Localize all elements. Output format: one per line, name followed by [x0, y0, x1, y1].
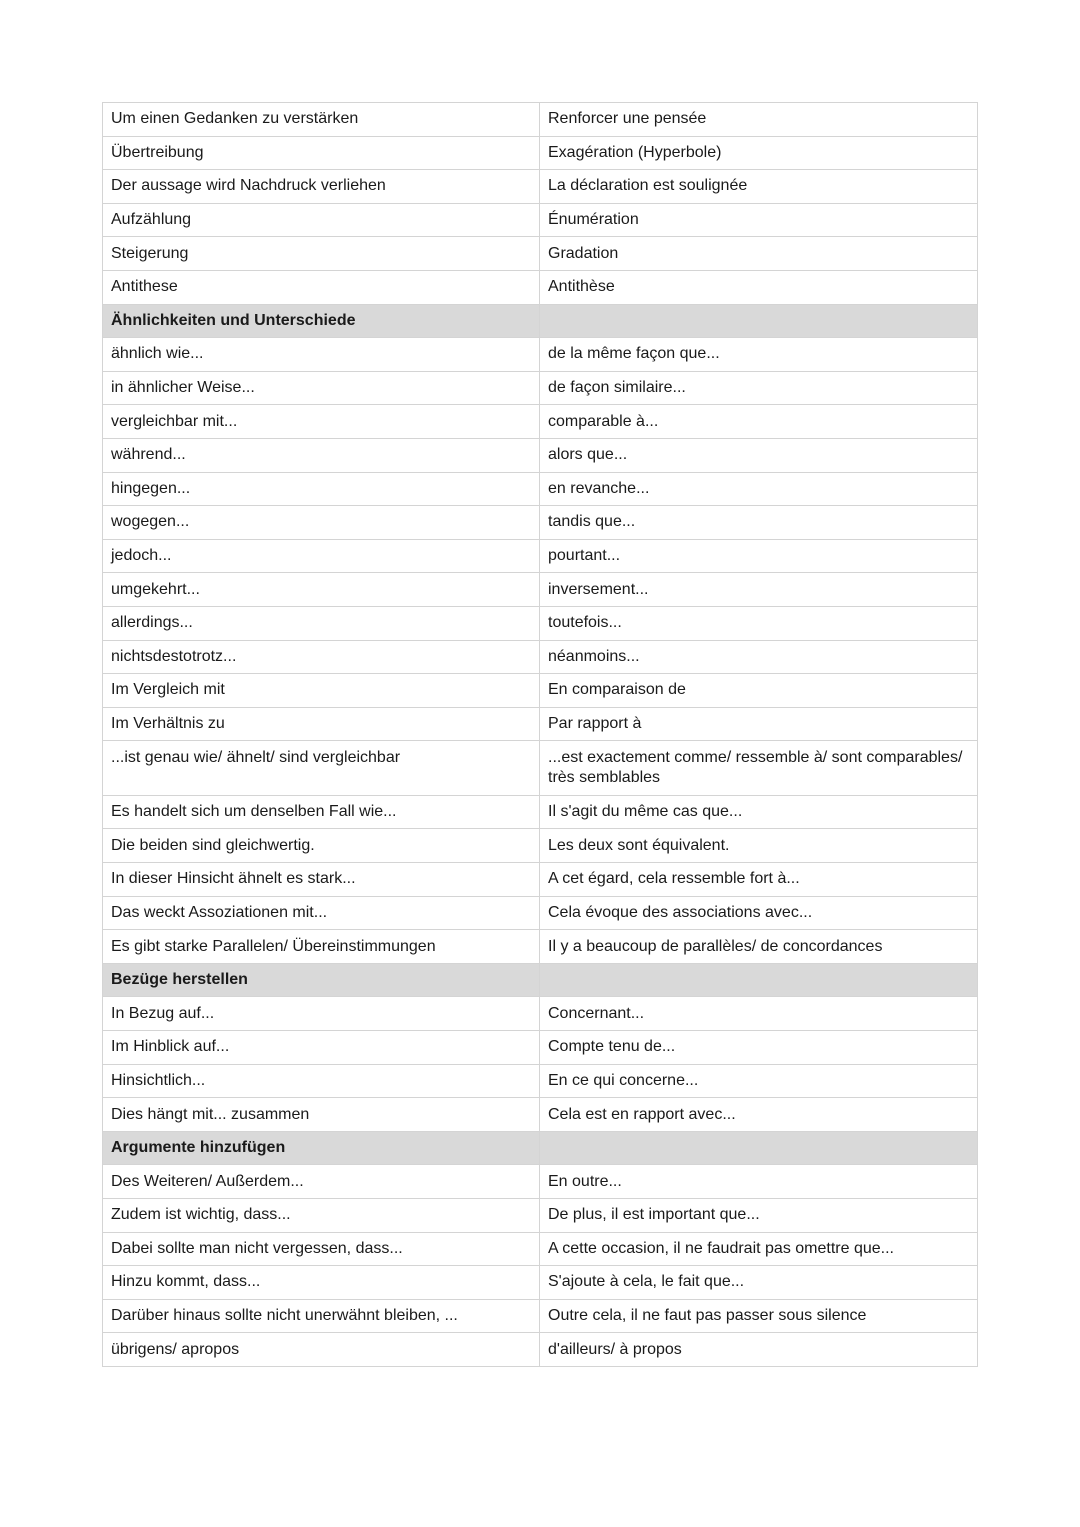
french-phrase: En ce qui concerne... — [540, 1064, 978, 1098]
table-row — [103, 1299, 978, 1333]
french-phrase: Exagération (Hyperbole) — [540, 136, 978, 170]
german-phrase: Es gibt starke Parallelen/ Übereinstimmungen — [103, 930, 540, 964]
german-phrase: Im Vergleich mit — [103, 674, 540, 708]
french-phrase: comparable à... — [540, 405, 978, 439]
german-phrase: wogegen... — [103, 506, 540, 540]
french-phrase: de façon similaire... — [540, 371, 978, 405]
table-row — [103, 997, 978, 1031]
french-phrase: En comparaison de — [540, 674, 978, 708]
french-phrase: de la même façon que... — [540, 338, 978, 372]
table-row — [103, 1031, 978, 1065]
table-row — [103, 136, 978, 170]
vocabulary-table-body — [103, 103, 978, 1367]
german-phrase: nichtsdestotrotz... — [103, 640, 540, 674]
german-phrase: Hinzu kommt, dass... — [103, 1266, 540, 1300]
german-phrase: Dies hängt mit... zusammen — [103, 1098, 540, 1132]
french-phrase: Antithèse — [540, 270, 978, 304]
german-phrase: Der aussage wird Nachdruck verliehen — [103, 170, 540, 204]
french-phrase: Il s'agit du même cas que... — [540, 795, 978, 829]
table-row — [103, 863, 978, 897]
table-row — [103, 103, 978, 137]
table-row — [103, 170, 978, 204]
german-phrase: In dieser Hinsicht ähnelt es stark... — [103, 863, 540, 897]
french-phrase: Par rapport à — [540, 707, 978, 741]
section-title-empty — [540, 963, 978, 997]
german-phrase: Darüber hinaus sollte nicht unerwähnt bleiben, ... — [103, 1299, 540, 1333]
table-row — [103, 472, 978, 506]
german-phrase: vergleichbar mit... — [103, 405, 540, 439]
table-row — [103, 573, 978, 607]
french-phrase: tandis que... — [540, 506, 978, 540]
section-title: Argumente hinzufügen — [103, 1131, 540, 1165]
french-phrase: S'ajoute à cela, le fait que... — [540, 1266, 978, 1300]
french-phrase: néanmoins... — [540, 640, 978, 674]
section-header-row — [103, 304, 978, 338]
french-phrase: Gradation — [540, 237, 978, 271]
german-phrase: in ähnlicher Weise... — [103, 371, 540, 405]
german-phrase: Um einen Gedanken zu verstärken — [103, 103, 540, 137]
french-phrase: Cela est en rapport avec... — [540, 1098, 978, 1132]
section-title-empty — [540, 1131, 978, 1165]
table-row — [103, 237, 978, 271]
french-phrase: La déclaration est soulignée — [540, 170, 978, 204]
table-row — [103, 707, 978, 741]
french-phrase: ...est exactement comme/ ressemble à/ sont comparables/ très semblables — [540, 741, 978, 796]
french-phrase: Outre cela, il ne faut pas passer sous silence — [540, 1299, 978, 1333]
german-phrase: ...ist genau wie/ ähnelt/ sind vergleichbar — [103, 741, 540, 796]
german-phrase: übrigens/ apropos — [103, 1333, 540, 1367]
german-phrase: Im Hinblick auf... — [103, 1031, 540, 1065]
table-row — [103, 606, 978, 640]
table-row — [103, 674, 978, 708]
french-phrase: Cela évoque des associations avec... — [540, 896, 978, 930]
french-phrase: toutefois... — [540, 606, 978, 640]
table-row — [103, 1165, 978, 1199]
table-row — [103, 203, 978, 237]
german-phrase: Antithese — [103, 270, 540, 304]
table-row — [103, 795, 978, 829]
french-phrase: alors que... — [540, 438, 978, 472]
table-row — [103, 896, 978, 930]
table-row — [103, 1098, 978, 1132]
section-title: Bezüge herstellen — [103, 963, 540, 997]
table-row — [103, 438, 978, 472]
german-phrase: Die beiden sind gleichwertig. — [103, 829, 540, 863]
french-phrase: Il y a beaucoup de parallèles/ de concordances — [540, 930, 978, 964]
french-phrase: inversement... — [540, 573, 978, 607]
german-phrase: ähnlich wie... — [103, 338, 540, 372]
german-phrase: Das weckt Assoziationen mit... — [103, 896, 540, 930]
german-phrase: Hinsichtlich... — [103, 1064, 540, 1098]
german-phrase: Des Weiteren/ Außerdem... — [103, 1165, 540, 1199]
section-header-row — [103, 1131, 978, 1165]
german-phrase: umgekehrt... — [103, 573, 540, 607]
german-phrase: Zudem ist wichtig, dass... — [103, 1199, 540, 1233]
french-phrase: De plus, il est important que... — [540, 1199, 978, 1233]
table-row — [103, 829, 978, 863]
table-row — [103, 1064, 978, 1098]
section-title-empty — [540, 304, 978, 338]
german-phrase: Aufzählung — [103, 203, 540, 237]
french-phrase: A cette occasion, il ne faudrait pas omettre que... — [540, 1232, 978, 1266]
german-phrase: während... — [103, 438, 540, 472]
table-row — [103, 1199, 978, 1233]
german-phrase: Im Verhältnis zu — [103, 707, 540, 741]
table-row — [103, 741, 978, 796]
section-header-row — [103, 963, 978, 997]
german-phrase: hingegen... — [103, 472, 540, 506]
german-phrase: In Bezug auf... — [103, 997, 540, 1031]
german-phrase: Es handelt sich um denselben Fall wie... — [103, 795, 540, 829]
german-phrase: jedoch... — [103, 539, 540, 573]
table-row — [103, 1232, 978, 1266]
table-row — [103, 270, 978, 304]
french-phrase: A cet égard, cela ressemble fort à... — [540, 863, 978, 897]
table-row — [103, 371, 978, 405]
french-phrase: en revanche... — [540, 472, 978, 506]
french-phrase: En outre... — [540, 1165, 978, 1199]
table-row — [103, 1266, 978, 1300]
french-phrase: d'ailleurs/ à propos — [540, 1333, 978, 1367]
section-title: Ähnlichkeiten und Unterschiede — [103, 304, 540, 338]
table-row — [103, 405, 978, 439]
german-phrase: Dabei sollte man nicht vergessen, dass... — [103, 1232, 540, 1266]
table-row — [103, 1333, 978, 1367]
table-row — [103, 930, 978, 964]
table-row — [103, 640, 978, 674]
table-row — [103, 539, 978, 573]
german-phrase: allerdings... — [103, 606, 540, 640]
french-phrase: Énumération — [540, 203, 978, 237]
french-phrase: Renforcer une pensée — [540, 103, 978, 137]
french-phrase: Compte tenu de... — [540, 1031, 978, 1065]
german-phrase: Steigerung — [103, 237, 540, 271]
french-phrase: Les deux sont équivalent. — [540, 829, 978, 863]
german-phrase: Übertreibung — [103, 136, 540, 170]
table-row — [103, 506, 978, 540]
table-row — [103, 338, 978, 372]
french-phrase: Concernant... — [540, 997, 978, 1031]
french-phrase: pourtant... — [540, 539, 978, 573]
vocabulary-table — [102, 102, 978, 1367]
